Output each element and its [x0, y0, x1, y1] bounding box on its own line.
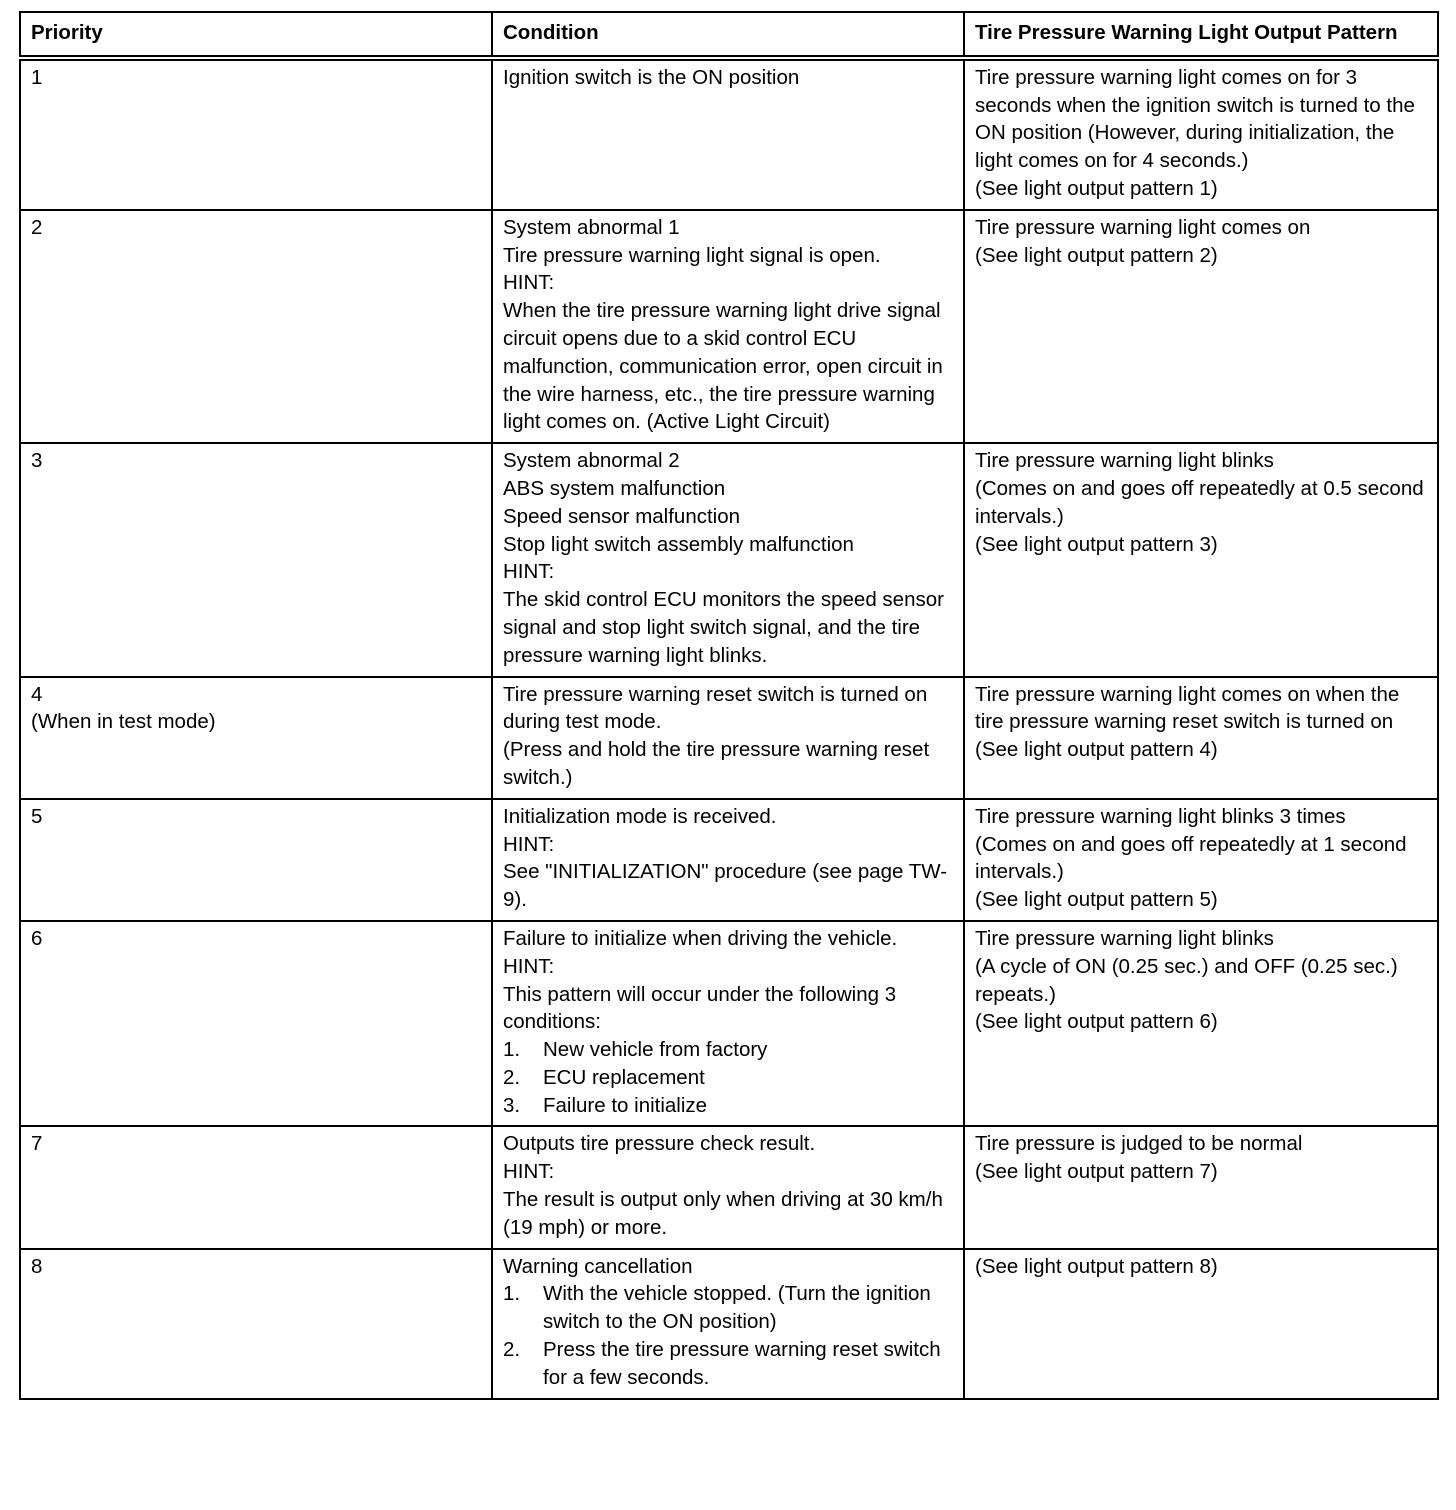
condition-text: Speed sensor malfunction: [503, 504, 741, 528]
condition-cell: [492, 677, 964, 799]
condition-cell: [492, 921, 964, 1127]
condition-cell: [492, 58, 964, 210]
output-pattern-cell: [964, 443, 1438, 676]
priority-cell: [20, 443, 492, 676]
warning-light-pattern-table: [19, 11, 1439, 1400]
condition-text: Tire pressure warning reset switch is turned on during test mode.: [503, 682, 928, 734]
output-pattern-text: (See light output pattern 3): [975, 532, 1218, 556]
output-pattern-cell: [964, 1126, 1438, 1248]
list-item-number: 2.: [503, 1065, 521, 1089]
header-condition: Condition: [492, 12, 964, 58]
condition-cell: [492, 443, 964, 676]
output-pattern-cell: [964, 799, 1438, 921]
output-pattern-cell: [964, 921, 1438, 1127]
numbered-list-item: [503, 1092, 953, 1120]
table-row: [20, 1126, 1438, 1248]
condition-text: Failure to initialize when driving the vehicle.: [503, 926, 898, 950]
priority-cell: [20, 677, 492, 799]
condition-text: When the tire pressure warning light drive signal circuit opens due to a skid control ECU malfunction, communication error, open circuit in the wire harness, etc., the tire pressure warning light comes on. (Active Light Circuit): [503, 299, 943, 434]
condition-text: Stop light switch assembly malfunction: [503, 532, 854, 556]
condition-text: The result is output only when driving at 30 km/h (19 mph) or more.: [503, 1188, 943, 1239]
list-item-text: New vehicle from factory: [543, 1038, 768, 1062]
list-item-text: ECU replacement: [543, 1065, 705, 1089]
numbered-list-item: [503, 1336, 953, 1392]
list-item-text: Failure to initialize: [543, 1093, 708, 1117]
priority-text: 3: [31, 449, 43, 473]
table-row: [20, 58, 1438, 210]
list-item-number: 2.: [503, 1338, 521, 1362]
output-pattern-cell: [964, 210, 1438, 443]
output-pattern-text: (A cycle of ON (0.25 sec.) and OFF (0.25 sec.) repeats.): [975, 954, 1398, 1006]
condition-text: HINT:: [503, 954, 555, 978]
condition-text: HINT:: [503, 1160, 555, 1184]
priority-text: 4: [31, 682, 43, 706]
output-pattern-cell: [964, 677, 1438, 799]
priority-text: 6: [31, 926, 43, 950]
priority-text: 2: [31, 215, 43, 239]
list-item-number: 1.: [503, 1282, 521, 1306]
list-item-text: With the vehicle stopped. (Turn the ignition switch to the ON position): [543, 1282, 931, 1334]
priority-text: 8: [31, 1254, 43, 1278]
priority-text: 1: [31, 65, 43, 89]
table-row: [20, 1249, 1438, 1399]
header-output-pattern: Tire Pressure Warning Light Output Pattern: [964, 12, 1438, 58]
output-pattern-text: (See light output pattern 5): [975, 888, 1218, 912]
list-item-number: 1.: [503, 1038, 521, 1062]
condition-cell: [492, 210, 964, 443]
condition-cell: [492, 1249, 964, 1399]
priority-cell: [20, 799, 492, 921]
output-pattern-text: Tire pressure warning light blinks: [975, 449, 1274, 473]
numbered-list-item: [503, 1036, 953, 1064]
priority-cell: [20, 58, 492, 210]
condition-text: System abnormal 2: [503, 449, 680, 473]
table-row: [20, 210, 1438, 443]
output-pattern-text: Tire pressure is judged to be normal: [975, 1132, 1303, 1156]
condition-text: Ignition switch is the ON position: [503, 65, 800, 89]
output-pattern-text: Tire pressure warning light comes on when the tire pressure warning reset switch is turned on: [975, 682, 1400, 734]
condition-text: ABS system malfunction: [503, 476, 726, 500]
condition-text: Tire pressure warning light signal is open.: [503, 243, 881, 267]
priority-cell: [20, 921, 492, 1127]
condition-text: HINT:: [503, 832, 555, 856]
output-pattern-text: (See light output pattern 2): [975, 243, 1218, 267]
priority-cell: [20, 1249, 492, 1399]
table-row: [20, 921, 1438, 1127]
condition-text: This pattern will occur under the following 3 conditions:: [503, 982, 897, 1034]
output-pattern-text: (Comes on and goes off repeatedly at 0.5 second intervals.): [975, 476, 1424, 528]
output-pattern-cell: [964, 1249, 1438, 1399]
list-item-number: 3.: [503, 1093, 521, 1117]
output-pattern-text: (See light output pattern 7): [975, 1160, 1218, 1184]
condition-cell: [492, 1126, 964, 1248]
condition-text: The skid control ECU monitors the speed sensor signal and stop light switch signal, and the tire pressure warning light blinks.: [503, 588, 944, 667]
table-row: [20, 677, 1438, 799]
output-pattern-text: (See light output pattern 4): [975, 738, 1218, 762]
output-pattern-text: (See light output pattern 8): [975, 1254, 1218, 1278]
output-pattern-text: Tire pressure warning light comes on for 3 seconds when the ignition switch is turned to the ON position (However, during initialization, the light comes on for 4 seconds.): [975, 65, 1415, 173]
condition-text: Initialization mode is received.: [503, 804, 777, 828]
output-pattern-text: (See light output pattern 6): [975, 1010, 1218, 1034]
condition-cell: [492, 799, 964, 921]
condition-text: See "INITIALIZATION" procedure (see page TW-9).: [503, 860, 948, 912]
condition-text: HINT:: [503, 560, 555, 584]
list-item-text: Press the tire pressure warning reset switch for a few seconds.: [543, 1338, 941, 1389]
table-row: [20, 799, 1438, 921]
numbered-list-item: [503, 1280, 953, 1336]
priority-cell: [20, 210, 492, 443]
priority-text: 7: [31, 1132, 43, 1156]
output-pattern-text: Tire pressure warning light blinks: [975, 926, 1274, 950]
output-pattern-cell: [964, 58, 1438, 210]
priority-cell: [20, 1126, 492, 1248]
condition-text: (Press and hold the tire pressure warning reset switch.): [503, 738, 930, 789]
output-pattern-text: (Comes on and goes off repeatedly at 1 second intervals.): [975, 832, 1407, 884]
numbered-list-item: [503, 1064, 953, 1092]
table-body: [20, 58, 1438, 1399]
condition-text: System abnormal 1: [503, 215, 680, 239]
condition-text: HINT:: [503, 271, 555, 295]
priority-text: (When in test mode): [31, 710, 216, 734]
header-priority: Priority: [20, 12, 492, 58]
priority-text: 5: [31, 804, 43, 828]
condition-text: Outputs tire pressure check result.: [503, 1132, 816, 1156]
header-row: [20, 12, 1438, 58]
table-row: [20, 443, 1438, 676]
output-pattern-text: (See light output pattern 1): [975, 176, 1218, 200]
condition-text: Warning cancellation: [503, 1254, 693, 1278]
table-header: [20, 12, 1438, 58]
output-pattern-text: Tire pressure warning light blinks 3 times: [975, 804, 1346, 828]
output-pattern-text: Tire pressure warning light comes on: [975, 215, 1311, 239]
